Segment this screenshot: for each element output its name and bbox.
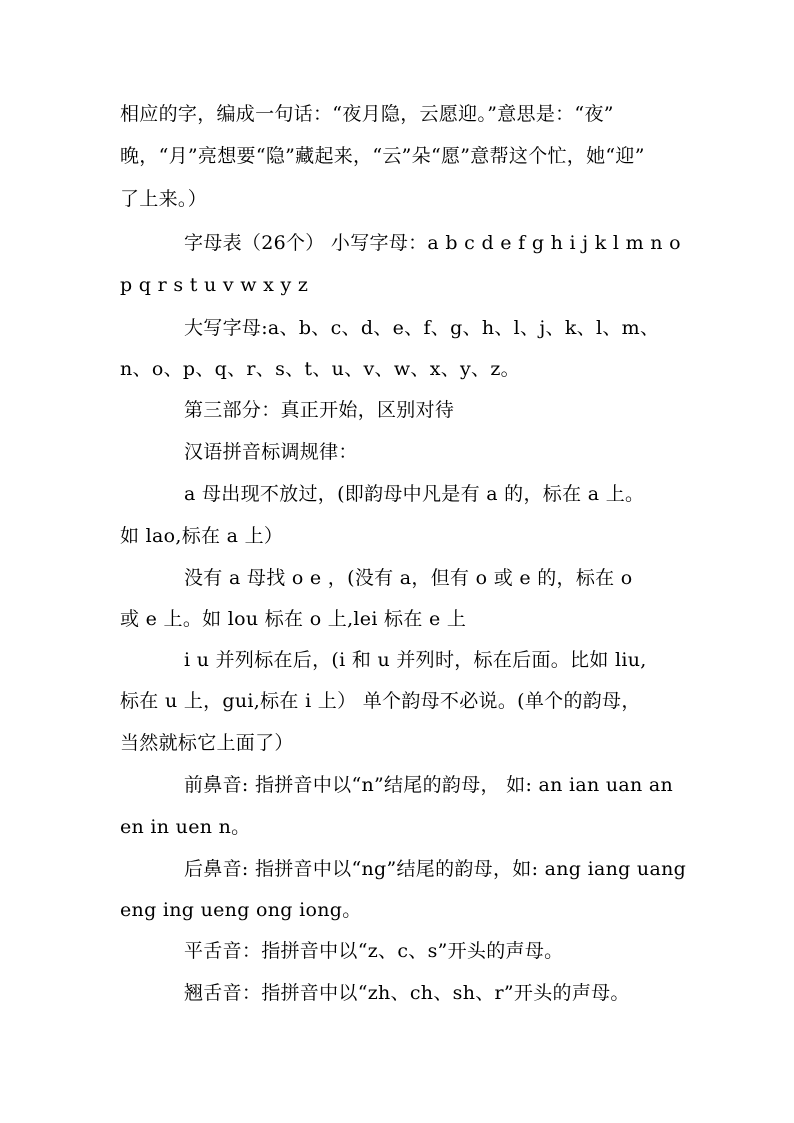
text-line: 相应的字，编成一句话：“夜月隐，云愿迎。”意思是：“夜”: [120, 103, 614, 125]
text-line: 或 e 上。如 lou 标在 o 上,lei 标在 e 上: [120, 608, 467, 630]
text-line: 当然就标它上面了）: [120, 732, 294, 754]
section-heading: 第三部分：真正开始，区别对待: [184, 399, 455, 421]
text-line: 标在 u 上，gui,标在 i 上） 单个韵母不必说。(单个的韵母，: [120, 690, 641, 712]
text-line: 如 lao,标在 a 上）: [120, 525, 284, 547]
rule-line: i u 并列标在后，(i 和 u 并列时，标在后面。比如 liu,: [184, 649, 647, 671]
subsection-heading: 汉语拼音标调规律：: [184, 441, 358, 463]
front-nasal-line: 前鼻音: 指拼音中以“n”结尾的韵母， 如: an ian uan an: [184, 774, 674, 796]
rule-line: 没有 a 母找 o e ，(没有 a，但有 o 或 e 的，标在 o: [184, 567, 633, 589]
text-line: n、o、p、q、r、s、t、u、v、w、x、y、z。: [120, 358, 520, 380]
text-line: p q r s t u v w x y z: [120, 274, 309, 296]
back-nasal-line: 后鼻音: 指拼音中以“ng”结尾的韵母，如: ang iang uang: [184, 858, 687, 880]
text-line: 了上来。）: [120, 188, 208, 210]
text-line: eng ing ueng ong iong。: [120, 899, 362, 921]
text-line: 晚，“月”亮想要“隐”藏起来，“云”朵“愿”意帮这个忙，她“迎”: [120, 145, 645, 167]
text-line: en in uen n。: [120, 816, 251, 838]
rule-line: a 母出现不放过，(即韵母中凡是有 a 的，标在 a 上。: [184, 483, 645, 505]
retroflex-line: 翘舌音：指拼音中以“zh、ch、sh、r”开头的声母。: [184, 982, 630, 1004]
alphabet-uppercase-line: 大写字母:a、b、c、d、e、f、g、h、l、j、k、l、m、: [184, 317, 660, 339]
flat-tongue-line: 平舌音：指拼音中以“z、c、s”开头的声母。: [184, 940, 564, 962]
alphabet-lowercase-line: 字母表（26个） 小写字母：a b c d e f g h i j k l m n o: [184, 232, 681, 254]
